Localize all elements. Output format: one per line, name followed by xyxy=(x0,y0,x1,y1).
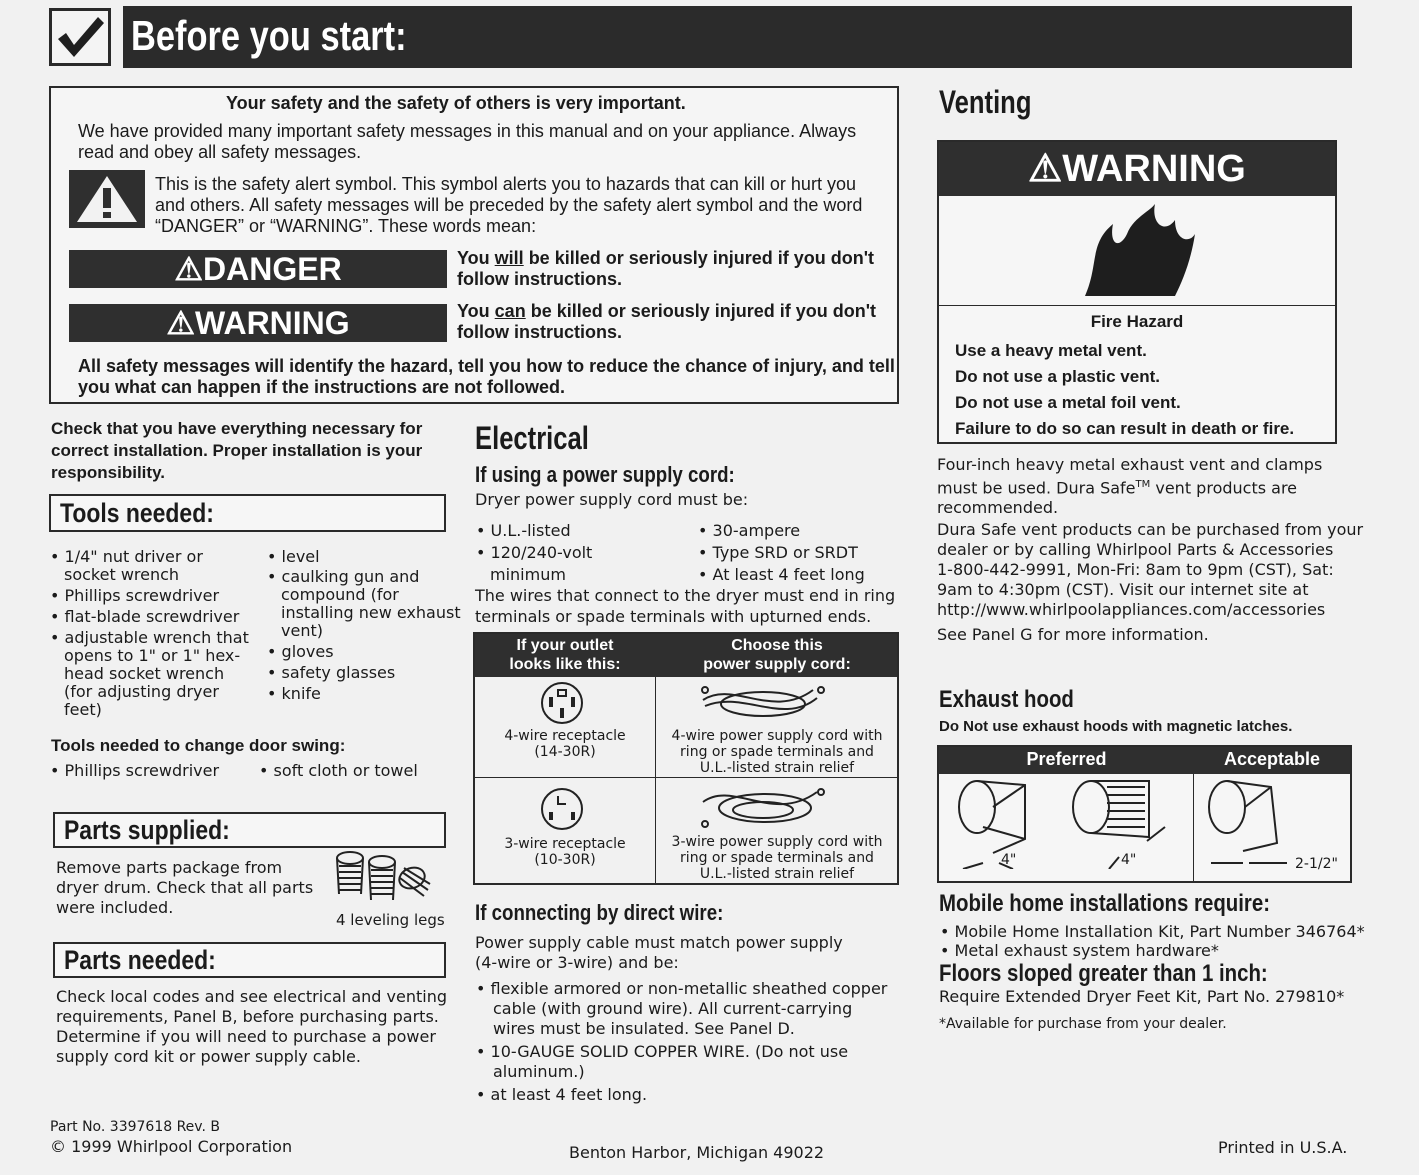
exhaust-hood-table xyxy=(937,745,1352,883)
floors-title: Floors sloped greater than 1 inch: xyxy=(939,960,1268,987)
parts-supplied-text xyxy=(56,858,313,918)
check-line-3: responsibility. xyxy=(51,463,165,482)
safety-alert-icon xyxy=(69,170,145,228)
wires-text xyxy=(475,585,895,627)
parts-needed-text xyxy=(56,987,447,1067)
direct-bullet-text: aluminum.) xyxy=(493,1062,585,1081)
fire-hazard-lines xyxy=(955,338,1294,442)
req-item: • U.L.-listed xyxy=(476,521,571,540)
door-tools-title: Tools needed to change door swing: xyxy=(51,736,346,755)
tools-right-list xyxy=(267,547,461,703)
row2-left-line: (10-30R) xyxy=(534,852,596,868)
cord-req-right xyxy=(698,520,865,586)
cord-3wire-icon xyxy=(693,780,833,834)
req-item: • 120/240-volt xyxy=(476,543,593,562)
check-line-1: Check that you have everything necessary for xyxy=(51,419,423,438)
row1-left-line: (14-30R) xyxy=(534,744,596,760)
req-item: • 30-ampere xyxy=(698,521,801,540)
vent-p2-line: 9am to 4:30pm (CST). Visit our internet site at xyxy=(937,580,1309,599)
hazard-line: Do not use a metal foil vent. xyxy=(955,393,1181,412)
parts-supplied-line: dryer drum. Check that all parts xyxy=(56,878,314,897)
preferred-label: Preferred xyxy=(1026,749,1107,769)
tool-item: • level xyxy=(267,547,320,566)
vent-p1-text: must be used. Dura Safe xyxy=(937,478,1136,498)
alert-text-1: This is the safety alert symbol. This symbol alerts you to hazards that can kill or hurt you xyxy=(155,174,856,194)
parts-supplied-title-box xyxy=(53,812,446,848)
tool-text: installing new exhaust xyxy=(281,603,461,622)
head-line: Choose this xyxy=(731,637,823,654)
mobile-item: • Metal exhaust system hardware* xyxy=(940,941,1219,960)
warning-em: can xyxy=(494,301,526,321)
location: Benton Harbor, Michigan 49022 xyxy=(569,1143,825,1162)
safety-heading: Your safety and the safety of others is very important. xyxy=(226,93,686,113)
vent-alert-icon: ⚠ xyxy=(1028,148,1063,190)
danger-em: will xyxy=(494,248,524,268)
direct-bullet-text: wires must be insulated. See Panel D. xyxy=(493,1019,795,1038)
outlet-table xyxy=(473,632,899,885)
tools-title-box xyxy=(49,494,446,532)
mobile-item: • Mobile Home Installation Kit, Part Number 346764* xyxy=(940,922,1365,941)
part-number: Part No. 3397618 Rev. B xyxy=(50,1119,220,1135)
parts-supplied-line: Remove parts package from xyxy=(56,858,283,877)
tool-text: caulking gun and xyxy=(281,567,420,586)
mobile-home-list xyxy=(940,922,1365,960)
row2-left-text xyxy=(475,836,655,868)
warning-label: WARNING xyxy=(195,305,350,341)
door-tool-2: • soft cloth or towel xyxy=(259,761,418,780)
row2-right-text xyxy=(657,834,897,882)
head-line: If your outlet xyxy=(516,637,614,654)
tools-left-list xyxy=(50,548,260,719)
row1-right-line: ring or spade terminals and xyxy=(680,744,874,760)
safety-box xyxy=(49,86,899,404)
danger-signal-word xyxy=(69,250,447,288)
vent-p1-line xyxy=(937,475,1322,498)
leveling-legs-caption: 4 leveling legs xyxy=(336,911,445,929)
vent-p1-line: recommended. xyxy=(937,498,1059,518)
table-head-right xyxy=(657,636,897,674)
venting-title: Venting xyxy=(939,84,1032,120)
direct-bullet-text: cable (with ground wire). All current-carrying xyxy=(493,999,853,1018)
tool-item: • caulking gun and xyxy=(267,567,420,586)
row2-right-line: 3-wire power supply cord with xyxy=(671,834,883,850)
tool-text: feet) xyxy=(64,700,102,719)
warning-signal-word xyxy=(69,304,447,342)
tool-text: opens to 1" or 1" hex- xyxy=(64,646,241,665)
vent-warning-divider xyxy=(939,305,1335,306)
outlet-table-header xyxy=(475,634,897,677)
warning-text-2: follow instructions. xyxy=(457,322,622,342)
req-text: 120/240-volt xyxy=(490,543,593,562)
tool-text: socket wrench xyxy=(64,565,180,584)
vent-p2-line: http://www.whirlpoolappliances.com/accessories xyxy=(937,600,1326,619)
req-text: At least 4 feet long xyxy=(712,565,865,584)
mobile-home-title: Mobile home installations require: xyxy=(939,890,1270,917)
vent-paragraph-1 xyxy=(937,455,1322,518)
tool-text: vent) xyxy=(281,621,323,640)
alert-text-3: “DANGER” or “WARNING”. These words mean: xyxy=(155,216,537,236)
fire-icon xyxy=(1079,204,1199,300)
exhaust-hood-title: Exhaust hood xyxy=(939,686,1074,713)
vent-p1-text: vent products are xyxy=(1150,478,1298,498)
req-text: minimum xyxy=(490,565,566,584)
alert-text-2: and others. All safety messages will be preceded by the safety alert symbol and the word xyxy=(155,195,863,215)
printed-in: Printed in U.S.A. xyxy=(1218,1138,1348,1157)
tool-text: safety glasses xyxy=(281,663,396,682)
req-item: • Type SRD or SRDT xyxy=(698,543,858,562)
tool-text: knife xyxy=(281,684,321,703)
tool-item xyxy=(267,586,457,604)
hood-dim-3: 2-1/2" xyxy=(1295,856,1338,872)
direct-line: Power supply cable must match power supply xyxy=(475,933,843,952)
tool-item xyxy=(267,603,461,622)
trademark: TM xyxy=(1135,479,1151,490)
vent-warning-box xyxy=(937,140,1337,444)
head-line: looks like this: xyxy=(509,656,621,673)
req-item xyxy=(476,564,592,586)
row2-right-line: ring or spade terminals and xyxy=(680,850,874,866)
mobile-item-text: Metal exhaust system hardware* xyxy=(954,941,1219,960)
req-item: • At least 4 feet long xyxy=(698,565,865,584)
tool-item: • 1/4" nut driver or xyxy=(50,547,203,566)
wires-line: The wires that connect to the dryer must end in ring xyxy=(475,586,896,605)
tool-item xyxy=(267,622,457,640)
danger-label: DANGER xyxy=(203,251,342,287)
hood-flap-icon xyxy=(1201,777,1301,869)
parts-needed-title-box xyxy=(53,942,446,978)
parts-needed-line: Determine if you will need to purchase a power xyxy=(56,1027,436,1046)
tool-text: head socket wrench xyxy=(64,664,225,683)
safety-intro-1: We have provided many important safety messages in this manual and on your appliance. Always xyxy=(78,121,857,141)
parts-needed-title: Parts needed: xyxy=(64,945,216,975)
tool-text: level xyxy=(281,547,320,566)
danger-post: be killed or seriously injured if you don't xyxy=(523,248,875,268)
page-title: Before you start: xyxy=(131,12,407,59)
warning-pre: You xyxy=(457,301,495,321)
parts-supplied-title: Parts supplied: xyxy=(64,815,230,845)
tool-text: gloves xyxy=(281,642,334,661)
vent-warning-header xyxy=(939,142,1335,196)
checkmark-box xyxy=(49,8,111,66)
direct-line: (4-wire or 3-wire) and be: xyxy=(475,953,679,972)
safety-closing-2: you what can happen if the instructions are not followed. xyxy=(78,377,566,397)
receptacle-3wire-icon xyxy=(539,786,585,832)
exhaust-table-header xyxy=(939,747,1350,774)
mobile-item-text: Mobile Home Installation Kit, Part Number 346764* xyxy=(954,922,1365,941)
cord-intro: Dryer power supply cord must be: xyxy=(475,490,749,509)
tool-item: • gloves xyxy=(267,642,334,661)
hood-dim-2: 4" xyxy=(1121,852,1137,868)
direct-bullet: • flexible armored or non-metallic sheathed copper xyxy=(476,979,888,998)
safety-intro-2: read and obey all safety messages. xyxy=(78,142,362,162)
table-divider xyxy=(655,677,656,883)
direct-wire-title: If connecting by direct wire: xyxy=(475,900,724,925)
vent-p2-line: dealer or by calling Whirlpool Parts & Accessories xyxy=(937,540,1334,559)
tool-item xyxy=(50,566,260,584)
electrical-title: Electrical xyxy=(475,420,589,456)
receptacle-4wire-icon xyxy=(539,680,585,726)
direct-bullet: • at least 4 feet long. xyxy=(476,1085,648,1104)
tool-item: • knife xyxy=(267,684,321,703)
safety-alert-symbol-box xyxy=(69,170,145,228)
danger-alert-icon: ⚠ xyxy=(174,251,203,287)
tool-item: • Phillips screwdriver xyxy=(50,586,220,605)
direct-bullet-text: 10-GAUGE SOLID COPPER WIRE. (Do not use xyxy=(490,1042,849,1061)
door-tool-2-text: soft cloth or towel xyxy=(273,761,418,780)
leveling-legs-illustration xyxy=(330,848,440,912)
copyright: © 1999 Whirlpool Corporation xyxy=(50,1137,293,1156)
row1-right-text xyxy=(657,728,897,776)
door-tool-1: • Phillips screwdriver xyxy=(50,761,220,780)
hazard-line: Use a heavy metal vent. xyxy=(955,341,1147,360)
tool-item xyxy=(50,683,260,701)
tool-item xyxy=(50,665,260,683)
row1-left-line: 4-wire receptacle xyxy=(504,728,626,744)
vent-p2-line: Dura Safe vent products can be purchased from your xyxy=(937,520,1364,539)
danger-pre: You xyxy=(457,248,495,268)
floors-text: Require Extended Dryer Feet Kit, Part No. 279810* xyxy=(939,987,1345,1006)
fire-hazard-label: Fire Hazard xyxy=(1090,312,1184,331)
tool-text: compound (for xyxy=(281,585,399,604)
row2-right-line: U.L.-listed strain relief xyxy=(699,866,855,882)
acceptable-label: Acceptable xyxy=(1223,749,1321,769)
cord-title: If using a power supply cord: xyxy=(475,462,735,487)
danger-text-1 xyxy=(457,248,874,269)
vent-paragraph-2 xyxy=(937,520,1363,620)
tool-text: Phillips screwdriver xyxy=(64,586,220,605)
hazard-line: Failure to do so can result in death or fire. xyxy=(955,419,1295,438)
availability-note: *Available for purchase from your dealer. xyxy=(939,1016,1227,1032)
vent-p2-line: 1-800-442-9991, Mon-Fri: 8am to 9pm (CST), Sat: xyxy=(937,560,1334,579)
tool-item xyxy=(50,647,260,665)
direct-wire-intro xyxy=(475,933,843,973)
direct-wire-list xyxy=(476,979,887,1105)
checkmark-icon xyxy=(52,11,108,63)
tools-title: Tools needed: xyxy=(60,498,214,528)
vent-paragraph-3: See Panel G for more information. xyxy=(937,625,1209,644)
tool-text: adjustable wrench that xyxy=(64,628,249,647)
hood-dim-1: 4" xyxy=(1001,852,1017,868)
table-head-left xyxy=(475,636,655,674)
header-bar xyxy=(123,6,1352,68)
head-line: power supply cord: xyxy=(703,656,851,673)
tool-item: • safety glasses xyxy=(267,663,396,682)
row1-right-line: U.L.-listed strain relief xyxy=(699,760,855,776)
danger-text-2: follow instructions. xyxy=(457,269,622,289)
tool-text: (for adjusting dryer xyxy=(64,682,219,701)
warning-alert-icon: ⚠ xyxy=(166,305,196,341)
vent-warning-label: WARNING xyxy=(1062,148,1246,190)
parts-needed-line: requirements, Panel B, before purchasing parts. xyxy=(56,1007,439,1026)
parts-needed-line: Check local codes and see electrical and venting xyxy=(56,987,447,1006)
wires-line: terminals or spade terminals with upturned ends. xyxy=(475,607,872,626)
row2-left-line: 3-wire receptacle xyxy=(504,836,626,852)
exhaust-hood-note: Do Not use exhaust hoods with magnetic latches. xyxy=(939,718,1293,735)
row1-right-line: 4-wire power supply cord with xyxy=(671,728,883,744)
table-row-divider xyxy=(475,777,897,778)
safety-closing-1: All safety messages will identify the hazard, tell you how to reduce the chance of injury, and tell xyxy=(78,356,895,376)
cord-req-left xyxy=(476,520,592,586)
parts-needed-line: supply cord kit or power supply cable. xyxy=(56,1047,361,1066)
tool-item xyxy=(50,701,260,719)
req-text: U.L.-listed xyxy=(490,521,571,540)
exhaust-divider xyxy=(1193,774,1194,881)
cord-4wire-icon xyxy=(693,680,833,726)
tool-text: 1/4" nut driver or xyxy=(64,547,203,566)
req-text: Type SRD or SRDT xyxy=(712,543,858,562)
hazard-line: Do not use a plastic vent. xyxy=(955,367,1160,386)
tool-item: • adjustable wrench that xyxy=(50,628,249,647)
direct-bullet-text: flexible armored or non-metallic sheathed copper xyxy=(490,979,888,998)
check-line-2: correct installation. Proper installation is your xyxy=(51,441,423,460)
tool-text: flat-blade screwdriver xyxy=(64,607,240,626)
row1-left-text xyxy=(475,728,655,760)
direct-bullet: • 10-GAUGE SOLID COPPER WIRE. (Do not use xyxy=(476,1042,849,1061)
req-text: 30-ampere xyxy=(712,521,801,540)
tool-item: • flat-blade screwdriver xyxy=(50,607,240,626)
parts-supplied-line: were included. xyxy=(56,898,174,917)
warning-post: be killed or seriously injured if you don't xyxy=(525,301,877,321)
warning-text-1 xyxy=(457,301,876,322)
door-tool-1-text: Phillips screwdriver xyxy=(64,761,220,780)
vent-p1-line: Four-inch heavy metal exhaust vent and clamps xyxy=(937,455,1323,474)
direct-bullet-text: at least 4 feet long. xyxy=(490,1085,648,1104)
